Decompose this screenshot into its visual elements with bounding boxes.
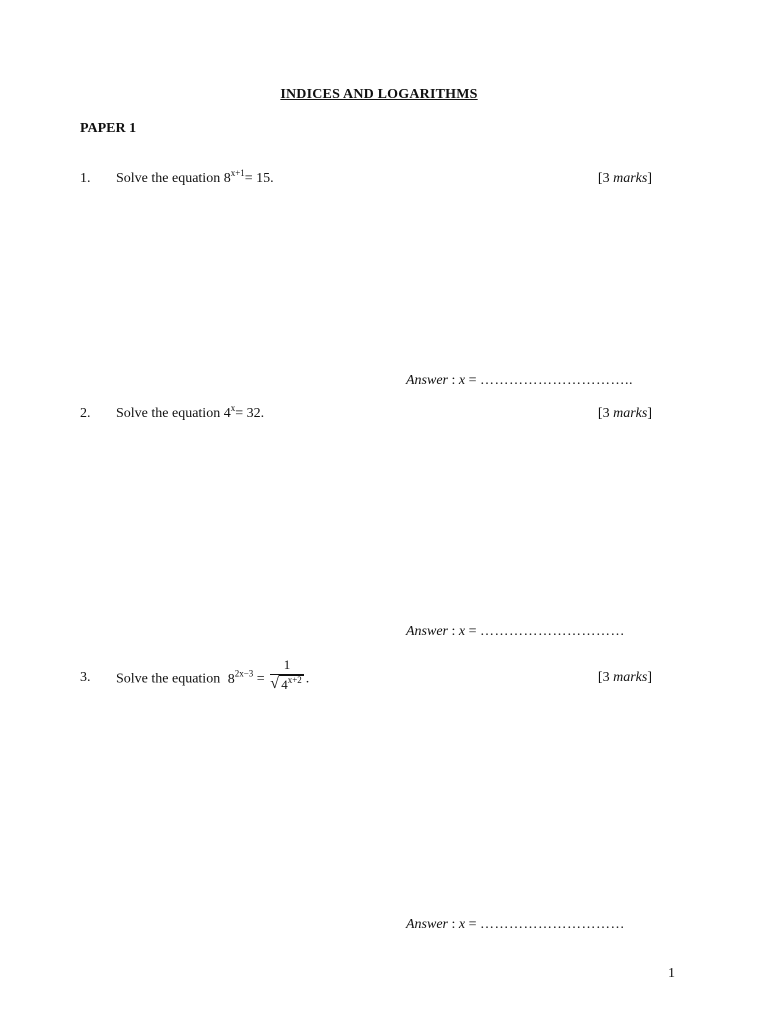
equals-sign: = (253, 671, 265, 687)
answer-blank[interactable]: ………………………… (480, 917, 626, 932)
radical-icon: √ (270, 675, 279, 692)
equation-rhs: = 32. (235, 406, 265, 421)
question-3 (80, 657, 660, 710)
question-1 (80, 168, 660, 195)
paper-heading: PAPER 1 (80, 121, 137, 136)
answer-variable: x (458, 373, 466, 388)
answer-equals: = (465, 917, 481, 932)
question-text (116, 657, 310, 699)
answer-variable: x (458, 624, 466, 639)
marks-count: [3 (597, 670, 614, 685)
answer-separator: : (448, 373, 459, 388)
marks-count: [3 (597, 171, 614, 186)
marks-bracket: ] (647, 406, 652, 421)
denominator (270, 675, 304, 695)
answer-blank[interactable]: ………………………….. (480, 373, 634, 388)
question-text (116, 168, 274, 187)
radicand (279, 675, 304, 694)
question-stem: Solve the equation 4 (116, 406, 231, 421)
document-title: INDICES AND LOGARITHMS (280, 87, 478, 102)
equation-end: . (305, 671, 310, 687)
answer-variable: x (458, 917, 466, 932)
question-number: 3. (80, 670, 91, 685)
marks-bracket: ] (647, 670, 652, 685)
equation-base: 8 (227, 671, 235, 687)
question-number: 1. (80, 171, 91, 186)
answer-label: Answer (406, 917, 448, 932)
question-number: 2. (80, 406, 91, 421)
equation-rhs: = 15. (244, 171, 274, 186)
fraction (270, 656, 304, 695)
marks-label (598, 171, 652, 187)
question-stem: Solve the equation 8 (116, 171, 231, 186)
answer-separator: : (448, 624, 459, 639)
question-stem: Solve the equation (116, 671, 221, 687)
page-number: 1 (668, 966, 675, 981)
marks-word: marks (613, 670, 648, 685)
answer-line-3 (406, 917, 625, 933)
answer-line-2 (406, 624, 625, 640)
marks-count: [3 (597, 406, 614, 421)
answer-equals: = (465, 373, 481, 388)
question-2 (80, 403, 660, 430)
numerator: 1 (270, 656, 304, 675)
exponent: 2x−3 (234, 668, 254, 679)
answer-separator: : (448, 917, 459, 932)
radicand-exponent: x+2 (287, 675, 302, 685)
marks-bracket: ] (647, 171, 652, 186)
marks-word: marks (613, 406, 648, 421)
marks-label (598, 406, 652, 422)
marks-label (598, 670, 652, 686)
exponent: x+1 (230, 168, 245, 178)
square-root (270, 675, 304, 695)
radicand-base: 4 (281, 677, 288, 692)
exponent: x (230, 403, 236, 413)
question-text (116, 403, 265, 422)
answer-line-1 (406, 373, 633, 389)
answer-label: Answer (406, 624, 448, 639)
answer-equals: = (465, 624, 481, 639)
answer-blank[interactable]: ………………………… (480, 624, 626, 639)
marks-word: marks (613, 171, 648, 186)
answer-label: Answer (406, 373, 448, 388)
